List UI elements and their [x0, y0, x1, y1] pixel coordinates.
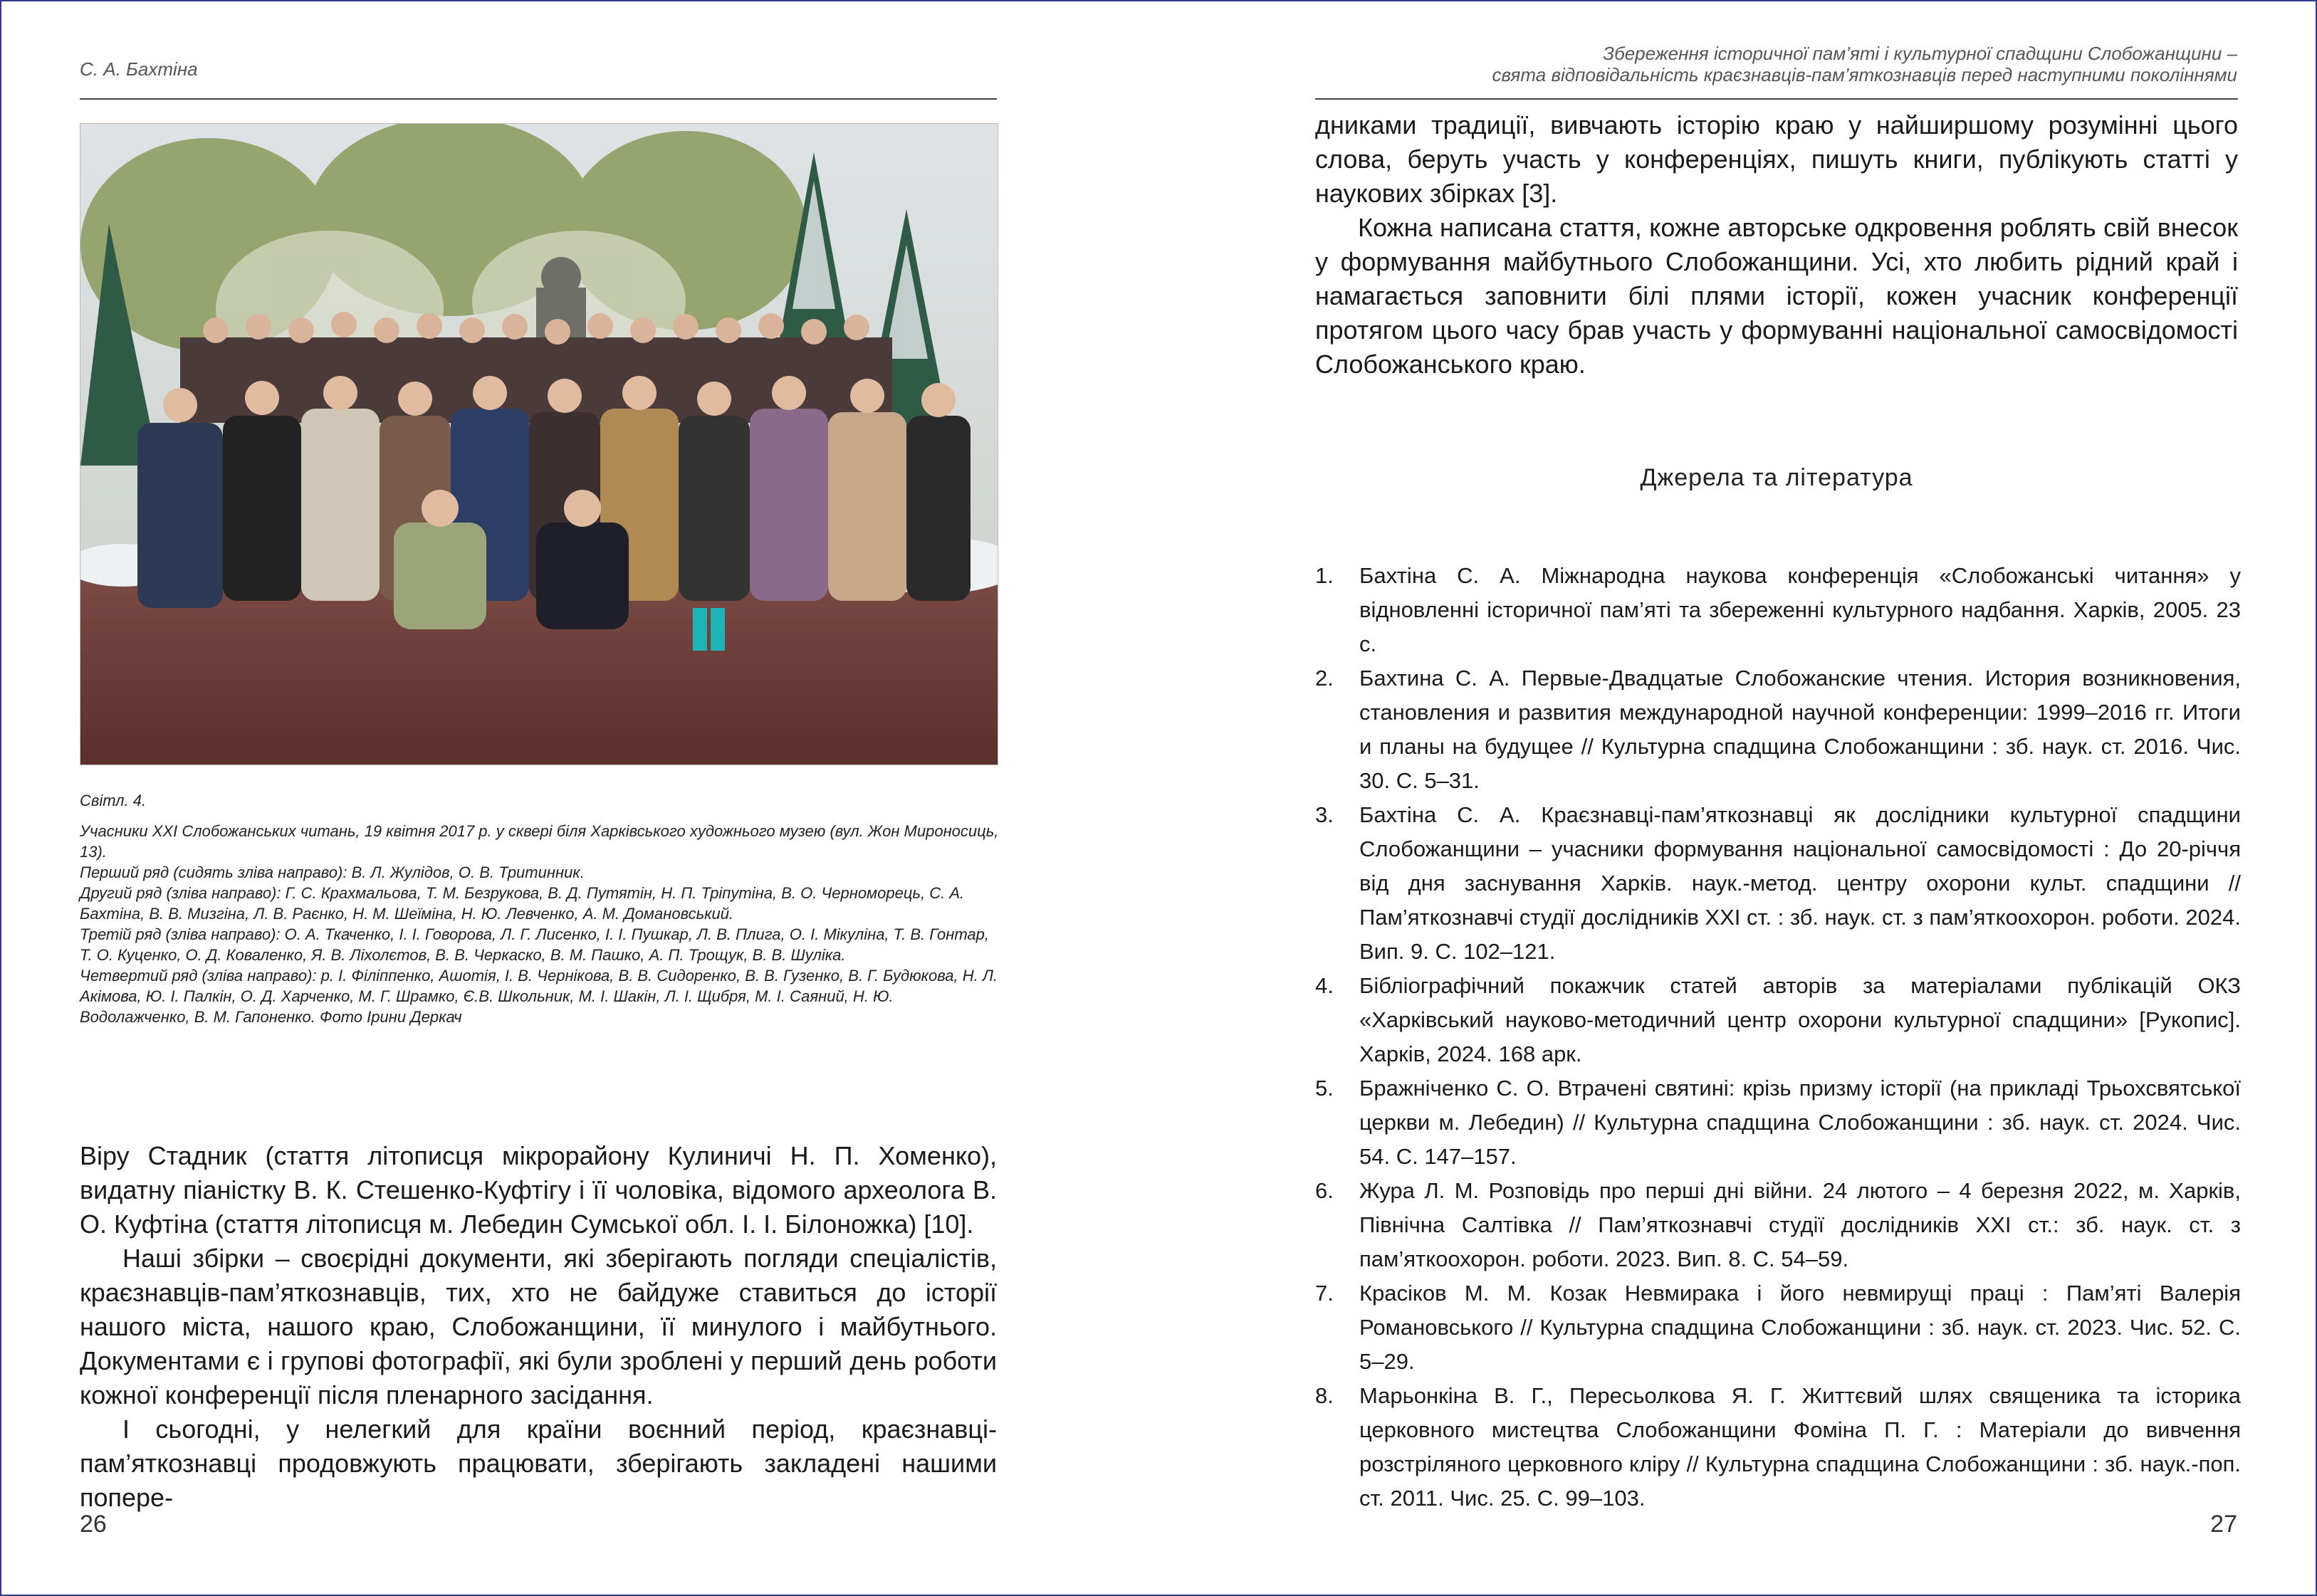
references-list	[1315, 559, 2241, 1516]
right-body-text	[1315, 108, 2238, 382]
reference-text: Бахтина С. А. Первые-Двадцатые Слобожанские чтения. История возникновения, становления и развития международной научной конференции: 1999–2016 гг. Итоги и планы на будущее // Культурна спадщина Слобожанщини : зб. наук. ст. 2016. Чис. 30. С. 5–31.	[1359, 666, 2241, 793]
reference-text: Бібліографічний покажчик статей авторів за матеріалами публікацій ОКЗ «Харківський науково-методичний центр охорони культурної спадщини» [Рукопис]. Харків, 2024. 168 арк.	[1359, 973, 2241, 1066]
reference-number: 7.	[1315, 1281, 1334, 1306]
reference-text: Жура Л. М. Розповідь про перші дні війни. 24 лютого – 4 березня 2022, м. Харків, Північна Салтівка // Пам’яткознавчі студії дослідників XXI ст.: зб. наук. ст. з пам’яткоохорон. роботи. 2023. Вип. 8. С. 54–59.	[1359, 1178, 2241, 1271]
caption-line: Перший ряд (сидять зліва направо): В. Л. Жулідов, О. В. Тритинник.	[80, 863, 585, 881]
caption-line: Четвертий ряд (зліва направо): р. І. Філіппенко, Ашотія, І. В. Чернікова, В. В. Сидоренко, В. В. Гузенко, В. Г. Будюкова, Н. Л. Акімова, Ю. І. Палкін, О. Д. Харченко, М. Г. Шрамко, Є.В. Школьник, М. І. Шакін, Л. І. Щибря, М. І. Саяний, Н. Ю. Водолажченко, В. М. Гапоненко. Фото Ірини Деркач	[80, 967, 998, 1026]
caption-line: Третій ряд (зліва направо): О. А. Ткаченко, І. І. Говорова, Л. Г. Лисенко, І. І. Пушкар, Л. В. Плига, О. І. Мікуліна, Т. В. Гонтар, Т. О. Куценко, О. Д. Коваленко, Я. В. Ліхолєтов, В. В. Черкаско, В. М. Пашко, А. П. Трощук, В. В. Шуліка.	[80, 925, 989, 964]
reference-number: 6.	[1315, 1178, 1334, 1203]
reference-number: 2.	[1315, 666, 1334, 691]
reference-text: Бражніченко С. О. Втрачені святині: крізь призму історії (на прикладі Трьохсвятської церкви м. Лебедин) // Культурна спадщина Слобожанщини : зб. наук. ст. 2024. Чис. 54. С. 147–157.	[1359, 1076, 2241, 1169]
reference-item	[1315, 1379, 2241, 1516]
reference-item	[1315, 798, 2241, 969]
page-number-left: 26	[80, 1511, 107, 1538]
photo-caption	[80, 790, 1005, 1027]
paragraph: Віру Стадник (стаття літописця мікрорайону Кулиничі Н. П. Хоменко), видатну піаністку В. К. Стешенко-Куфтігу і її чоловіка, відомого археолога В. О. Куфтіна (стаття літописця м. Лебедин Сумської обл. І. І. Білоножка) [10].	[80, 1141, 997, 1239]
caption-line: Другий ряд (зліва направо): Г. С. Крахмальова, Т. М. Безрукова, В. Д. Путятін, Н. П. Тріпутіна, В. О. Черноморець, С. А. Бахтіна, В. В. Мизгіна, Л. В. Раєнко, Н. М. Шеїміна, Н. Ю. Левченко, А. М. Домановський.	[80, 884, 965, 923]
paragraph: Наші збірки – своєрідні документи, які зберігають погляди спеціалістів, краєзнавців-пам’яткознавців, тих, хто не байдуже ставиться до історії нашого міста, нашого краю, Слобожанщини, її минулого і майбутнього. Документами є і групові фотографії, які були зроблені у перший день роботи кожної конференції після пленарного засідання.	[80, 1244, 997, 1409]
caption-label: Світл. 4.	[80, 792, 147, 809]
section-title: Джерела та література	[1640, 464, 1913, 491]
reference-number: 8.	[1315, 1383, 1334, 1408]
reference-number: 3.	[1315, 802, 1334, 827]
header-rule	[80, 98, 997, 100]
header-line: свята відповідальність краєзнавців-пам’яткознавців перед наступними поколіннями	[1492, 64, 2237, 85]
group-photo	[80, 123, 998, 765]
paragraph: І сьогодні, у нелегкий для країни воєнний період, краєзнавці-пам’яткознавці продовжують працювати, зберігають закладені нашими попере-	[80, 1414, 997, 1512]
reference-number: 5.	[1315, 1076, 1334, 1101]
reference-item	[1315, 1174, 2241, 1276]
reference-text: Марьонкіна В. Г., Пересьолкова Я. Г. Життєвий шлях священика та історика церковного мистецтва Слобожанщини Фоміна П. Г. : Матеріали до вивчення розстріляного церковного кліру // Культурна спадщина Слобожанщини : зб. наук.-поп. ст. 2011. Чис. 25. С. 99–103.	[1359, 1383, 2241, 1511]
paragraph: Кожна написана стаття, кожне авторське одкровення роблять свій внесок у формування майбутнього Слобожанщини. Усі, хто любить рідний край і намагається заповнити білі плями історії, кожен учасник конференції протягом цього часу брав участь у формуванні національної самосвідомості Слобожанського краю.	[1315, 213, 2238, 379]
reference-item	[1315, 559, 2241, 661]
reference-item	[1315, 1276, 2241, 1379]
reference-text: Красіков М. М. Козак Невмирака і його невмирущі праці : Пам’яті Валерія Романовського // Культурна спадщина Слобожанщини : зб. наук. ст. 2023. Чис. 52. С. 5–29.	[1359, 1281, 2241, 1374]
left-page	[0, 0, 1158, 1596]
right-page	[1158, 0, 2317, 1596]
reference-number: 1.	[1315, 563, 1334, 588]
reference-number: 4.	[1315, 973, 1334, 998]
reference-item	[1315, 661, 2241, 798]
running-header-title	[1312, 43, 2237, 85]
caption-line: Учасники XXI Слобожанських читань, 19 квітня 2017 р. у сквері біля Харківського художнього музею (вул. Жон Мироносиць, 13).	[80, 822, 999, 861]
paragraph: дниками традиції, вивчають історію краю у найширшому розумінні цього слова, беруть участь у конференціях, пишуть книги, публікують статті у наукових збірках [3].	[1315, 110, 2238, 208]
running-header-author: С. А. Бахтіна	[80, 58, 198, 80]
header-rule	[1315, 98, 2238, 100]
reference-item	[1315, 969, 2241, 1071]
reference-item	[1315, 1071, 2241, 1174]
page-number-right: 27	[2210, 1511, 2237, 1538]
reference-text: Бахтіна С. А. Міжнародна наукова конференція «Слобожанські читання» у відновленні історичної пам’яті та збереженні культурного надбання. Харків, 2005. 23 с.	[1359, 563, 2241, 656]
reference-text: Бахтіна С. А. Краєзнавці-пам’яткознавці як дослідники культурної спадщини Слобожанщини – учасники формування національної самосвідомості : До 20-річчя від дня заснування Харків. наук.-метод. центру охорони культ. спадщини // Пам’яткознавчі студії дослідників XXI ст. : зб. наук. ст. з пам’яткоохорон. роботи. 2024. Вип. 9. С. 102–121.	[1359, 802, 2241, 964]
left-body-text	[80, 1139, 997, 1515]
header-line: Збереження історичної пам’яті і культурної спадщини Слобожанщини –	[1603, 43, 2237, 64]
